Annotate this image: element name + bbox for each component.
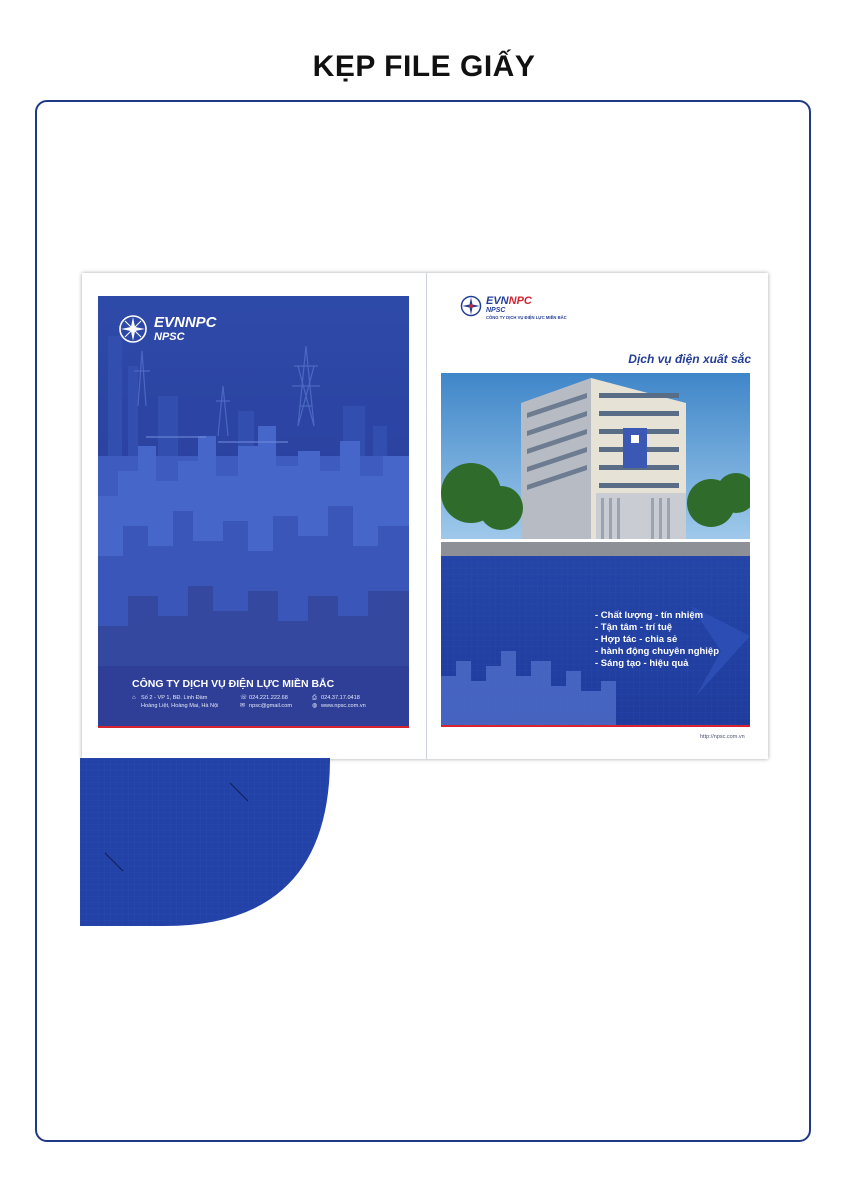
front-logo <box>118 314 217 344</box>
inside-brand-sub: NPSC <box>486 307 506 314</box>
inside-blue-panel <box>441 556 750 727</box>
page-title: KẸP FILE GIẤY <box>312 50 536 83</box>
front-company-name: CÔNG TY DỊCH VỤ ĐIỆN LỰC MIỀN BẮC <box>132 678 335 690</box>
globe-icon: ◍ <box>312 703 318 709</box>
fax-icon: ⎙ <box>312 695 317 701</box>
inside-logo <box>460 295 567 321</box>
list-item: - Tận tâm - trí tuệ <box>595 622 673 633</box>
inside-tagline: Dịch vụ điện xuất sắc <box>628 352 751 366</box>
front-brand-main: EVNNPC <box>154 313 217 331</box>
inside-company-name: CÔNG TY DỊCH VỤ ĐIỆN LỰC MIỀN BẮC <box>486 315 567 320</box>
inside-brand-main: EVNNPC <box>486 295 532 307</box>
list-item: - hành động chuyên nghiệp <box>595 646 720 657</box>
building-photo <box>441 373 750 557</box>
compass-star-logo-icon <box>118 314 148 344</box>
values-list <box>595 610 719 670</box>
inside-url: http://npsc.com.vn <box>700 734 745 740</box>
home-icon: ⌂ <box>132 695 136 701</box>
front-address: ⌂ Số 2 - VP 1, BĐ. Linh Đàm Hoàng Liệt, Hoàng Mai, Hà Nội <box>132 695 219 709</box>
folder-spine <box>426 273 427 759</box>
phone-icon: ☏ <box>240 695 248 701</box>
mail-icon: ✉ <box>240 703 246 709</box>
city-skyline-graphic <box>98 296 409 726</box>
list-item: - Hợp tác - chia sẻ <box>595 634 678 645</box>
compass-star-logo-icon <box>460 295 482 317</box>
folder-pocket-flap <box>80 758 332 928</box>
front-brand-sub: NPSC <box>154 330 185 343</box>
list-item: - Sáng tạo - hiệu quả <box>595 658 689 669</box>
front-fax-web: ⎙ 024.37.17.0418 ◍ www.npsc.com.vn <box>312 695 366 709</box>
list-item: - Chất lượng - tín nhiệm <box>595 610 704 621</box>
front-phone-email: ☏024.221.222.68 ✉ npsc@gmail.com <box>240 695 292 709</box>
front-cover <box>98 296 409 728</box>
